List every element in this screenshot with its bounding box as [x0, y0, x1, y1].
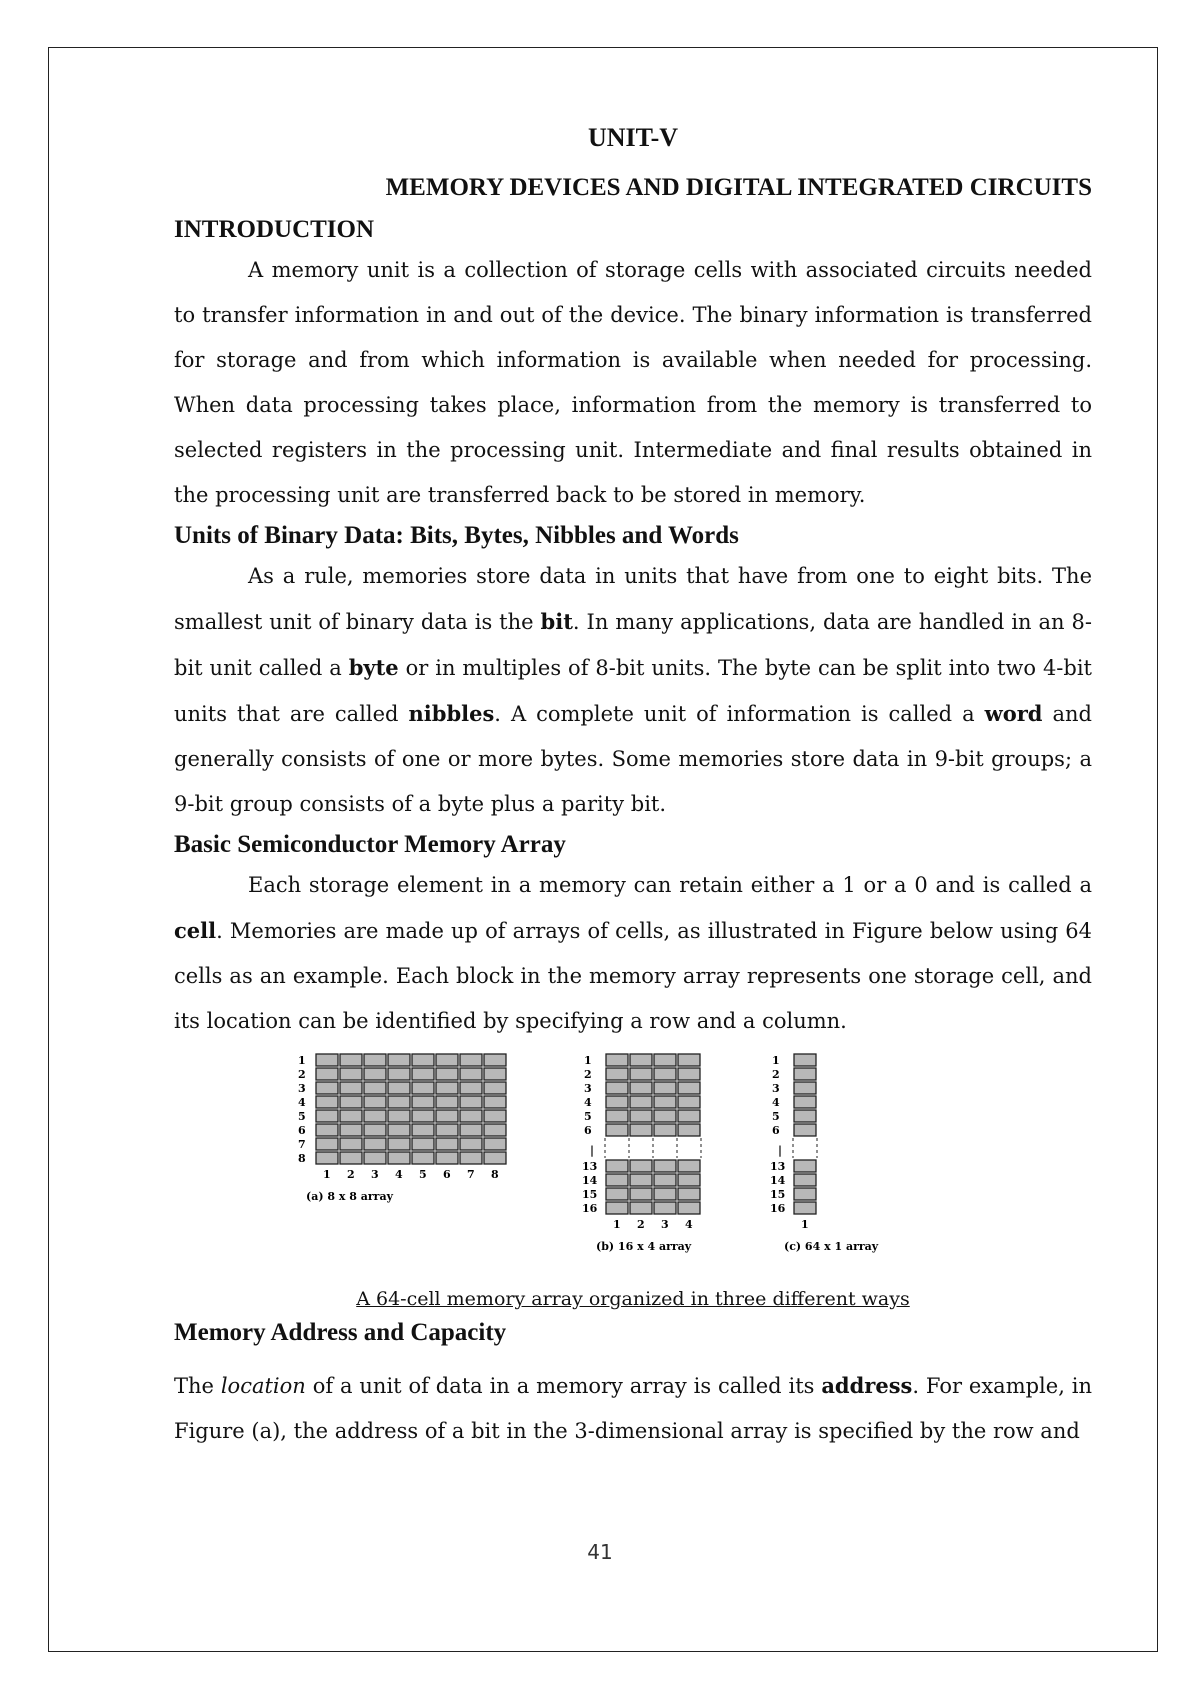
array-b-bottom-cell	[606, 1174, 628, 1186]
array-a-cell	[388, 1138, 410, 1150]
array-a-cell	[340, 1054, 362, 1066]
array-b-top-cell	[606, 1054, 628, 1066]
row-label: 8	[298, 1152, 306, 1165]
array-a-cell	[316, 1096, 338, 1108]
array-a-cell	[364, 1082, 386, 1094]
row-label: 13	[770, 1160, 786, 1173]
array-a-cell	[412, 1068, 434, 1080]
array-a-cell	[484, 1096, 506, 1108]
page-number: 41	[587, 1540, 613, 1564]
array-a-cell	[412, 1082, 434, 1094]
row-label: 3	[772, 1082, 780, 1095]
row-label: 6	[584, 1124, 592, 1137]
array-a-cell	[484, 1068, 506, 1080]
array-b-top-cell	[606, 1082, 628, 1094]
array-a-cell	[412, 1110, 434, 1122]
array-a-cell	[364, 1152, 386, 1164]
array-c-top-cell	[794, 1082, 816, 1094]
array-a-cell	[460, 1110, 482, 1122]
address-paragraph: The location of a unit of data in a memory array is called its address. For example, in Figure (a), the address of a bit in the 3-dimensional array is specified by the row and	[174, 1373, 1092, 1443]
intro-paragraph: A memory unit is a collection of storage cells with associated circuits needed to transfer information in and out of the device. The binary information is transferred for storage and from which information is available when needed for processing. When data processing takes place, information from the memory is transferred to selected registers in the processing unit. Intermediate and final results obtained in the processing unit are transferred back to be stored in memory.	[174, 258, 1092, 507]
array-b-top-cell	[678, 1068, 700, 1080]
array-a-cell	[460, 1124, 482, 1136]
array-b-bottom-cell	[678, 1160, 700, 1172]
row-gap-label: |	[778, 1144, 783, 1157]
array-a-cell	[484, 1082, 506, 1094]
array-a-cell	[316, 1110, 338, 1122]
figure-caption: A 64-cell memory array organized in three different ways	[356, 1288, 910, 1310]
array-b-top-cell	[630, 1054, 652, 1066]
array-b-top-cell	[630, 1110, 652, 1122]
array-a-cell	[388, 1054, 410, 1066]
col-label: 3	[661, 1218, 669, 1231]
array-a-cell	[460, 1068, 482, 1080]
array-a-cell	[460, 1082, 482, 1094]
row-gap-label: |	[590, 1144, 595, 1157]
term-nibbles: nibbles	[408, 701, 495, 726]
array-a-cell	[364, 1110, 386, 1122]
array-paragraph: Each storage element in a memory can retain either a 1 or a 0 and is called a cell. Memories are made up of arrays of cells, as illustrated in Figure below using 64 cells as an example. Each block in the memory array represents one storage cell, and its location can be identified by specifying a row and a column.	[174, 873, 1092, 1033]
array-a-cell	[364, 1054, 386, 1066]
array-a-cell	[436, 1124, 458, 1136]
row-label: 5	[584, 1110, 592, 1123]
array-a-cell	[364, 1096, 386, 1108]
row-label: 4	[584, 1096, 592, 1109]
row-label: 14	[770, 1174, 786, 1187]
array-a-cell	[436, 1082, 458, 1094]
array-c-top-cell	[794, 1096, 816, 1108]
row-label: 16	[770, 1202, 786, 1215]
array-a-cell	[364, 1068, 386, 1080]
array-c-bottom-cell	[794, 1188, 816, 1200]
array-b-top-cell	[678, 1110, 700, 1122]
array-a-cell	[412, 1124, 434, 1136]
array-a-cell	[436, 1068, 458, 1080]
array-b-top-cell	[606, 1068, 628, 1080]
units-paragraph: As a rule, memories store data in units that have from one to eight bits. The smallest unit of binary data is the bit. In many applications, data are handled in an 8-bit unit called a byte or in multiples of 8-bit units. The byte can be split into two 4-bit units that are called nibbles. A complete unit of information is called a word and generally consists of one or more bytes. Some memories store data in 9-bit groups; a 9-bit group consists of a byte plus a parity bit.	[174, 564, 1092, 816]
array-a-cell	[364, 1124, 386, 1136]
row-label: 1	[772, 1054, 780, 1067]
array-a-cell	[316, 1054, 338, 1066]
row-label: 2	[772, 1068, 780, 1081]
row-label: 13	[582, 1160, 598, 1173]
array-c-bottom-cell	[794, 1202, 816, 1214]
array-a-cell	[316, 1124, 338, 1136]
array-a-cell	[316, 1068, 338, 1080]
col-label: 4	[685, 1218, 693, 1231]
row-label: 6	[772, 1124, 780, 1137]
array-c-top-cell	[794, 1054, 816, 1066]
col-label: 6	[443, 1168, 451, 1181]
row-label: 4	[298, 1096, 306, 1109]
row-label: 1	[584, 1054, 592, 1067]
array-a-cell	[436, 1096, 458, 1108]
page-content	[174, 108, 1092, 1454]
array-b-top-cell	[678, 1124, 700, 1136]
array-c-bottom-cell	[794, 1160, 816, 1172]
section-heading-address: Memory Address and Capacity	[174, 1319, 507, 1346]
array-c-bottom-cell	[794, 1174, 816, 1186]
array-a-cell	[316, 1152, 338, 1164]
term-address: address	[821, 1373, 913, 1398]
array-b-bottom-cell	[654, 1160, 676, 1172]
array-a-cell	[484, 1152, 506, 1164]
array-a-cell	[340, 1138, 362, 1150]
array-b-top-cell	[630, 1082, 652, 1094]
array-b-bottom-cell	[606, 1160, 628, 1172]
array-b-top-cell	[630, 1124, 652, 1136]
array-a-cell	[316, 1138, 338, 1150]
row-label: 1	[298, 1054, 306, 1067]
array-a-cell	[388, 1124, 410, 1136]
array-a-cell	[484, 1110, 506, 1122]
term-word: word	[984, 701, 1043, 726]
array-b-bottom-cell	[630, 1160, 652, 1172]
figure-label-c: (c) 64 x 1 array	[784, 1240, 879, 1253]
col-label: 2	[637, 1218, 645, 1231]
array-a-cell	[460, 1054, 482, 1066]
col-label: 8	[491, 1168, 499, 1181]
array-a-cell	[340, 1110, 362, 1122]
array-a-cell	[460, 1138, 482, 1150]
array-a-cell	[436, 1054, 458, 1066]
row-label: 5	[298, 1110, 306, 1123]
array-a-cell	[484, 1054, 506, 1066]
array-b-bottom-cell	[606, 1202, 628, 1214]
array-a-cell	[340, 1124, 362, 1136]
array-b-top-cell	[654, 1068, 676, 1080]
col-label: 1	[323, 1168, 331, 1181]
unit-title: UNIT-V	[587, 123, 679, 152]
row-label: 2	[584, 1068, 592, 1081]
array-b-top-cell	[678, 1082, 700, 1094]
array-b-top-cell	[606, 1110, 628, 1122]
array-a-cell	[412, 1054, 434, 1066]
col-label: 2	[347, 1168, 355, 1181]
array-a-cell	[436, 1138, 458, 1150]
term-bit: bit	[540, 609, 573, 634]
array-a-cell	[340, 1096, 362, 1108]
array-a-cell	[364, 1138, 386, 1150]
array-b-bottom-cell	[678, 1174, 700, 1186]
row-label: 2	[298, 1068, 306, 1081]
row-label: 3	[584, 1082, 592, 1095]
array-b-bottom-cell	[606, 1188, 628, 1200]
array-b-top-cell	[606, 1124, 628, 1136]
array-a-cell	[388, 1068, 410, 1080]
row-label: 7	[298, 1138, 306, 1151]
row-label: 14	[582, 1174, 598, 1187]
array-b-top-cell	[630, 1068, 652, 1080]
col-label: 1	[801, 1218, 809, 1231]
row-label: 6	[298, 1124, 306, 1137]
section-heading-array: Basic Semiconductor Memory Array	[174, 831, 566, 858]
array-b-bottom-cell	[654, 1174, 676, 1186]
col-label: 1	[613, 1218, 621, 1231]
array-a-cell	[412, 1152, 434, 1164]
row-label: 15	[770, 1188, 786, 1201]
array-b-bottom-cell	[630, 1174, 652, 1186]
memory-array-diagram	[174, 1048, 1092, 1283]
row-label: 3	[298, 1082, 306, 1095]
array-b-top-cell	[606, 1096, 628, 1108]
array-b-top-cell	[678, 1054, 700, 1066]
array-a-cell	[436, 1152, 458, 1164]
term-cell: cell	[174, 918, 217, 943]
term-byte: byte	[348, 655, 399, 680]
array-a-cell	[340, 1152, 362, 1164]
array-a-cell	[388, 1096, 410, 1108]
section-heading-introduction: INTRODUCTION	[174, 216, 375, 243]
chapter-title: MEMORY DEVICES AND DIGITAL INTEGRATED CIRCUITS	[385, 174, 1092, 201]
col-label: 4	[395, 1168, 403, 1181]
array-a-cell	[484, 1138, 506, 1150]
array-b-top-cell	[654, 1096, 676, 1108]
array-a-cell	[388, 1082, 410, 1094]
array-b-top-cell	[654, 1054, 676, 1066]
row-label: 4	[772, 1096, 780, 1109]
array-a-cell	[388, 1152, 410, 1164]
col-label: 7	[467, 1168, 475, 1181]
row-label: 15	[582, 1188, 598, 1201]
row-label: 16	[582, 1202, 598, 1215]
array-a-cell	[340, 1068, 362, 1080]
col-label: 3	[371, 1168, 379, 1181]
figure-label-b: (b) 16 x 4 array	[596, 1240, 692, 1253]
term-location: location	[220, 1374, 306, 1398]
array-a-cell	[460, 1152, 482, 1164]
figure-label-a: (a) 8 x 8 array	[306, 1190, 393, 1203]
array-b-bottom-cell	[630, 1202, 652, 1214]
array-b-bottom-cell	[678, 1188, 700, 1200]
array-b-bottom-cell	[630, 1188, 652, 1200]
array-c-top-cell	[794, 1068, 816, 1080]
array-b-bottom-cell	[654, 1188, 676, 1200]
array-a-cell	[316, 1082, 338, 1094]
array-b-bottom-cell	[678, 1202, 700, 1214]
array-b-top-cell	[630, 1096, 652, 1108]
array-a-cell	[484, 1124, 506, 1136]
array-c-top-cell	[794, 1124, 816, 1136]
section-heading-units: Units of Binary Data: Bits, Bytes, Nibbles and Words	[174, 522, 739, 549]
array-b-top-cell	[654, 1124, 676, 1136]
array-a-cell	[412, 1096, 434, 1108]
array-b-top-cell	[654, 1082, 676, 1094]
array-a-cell	[460, 1096, 482, 1108]
array-a-cell	[436, 1110, 458, 1122]
row-label: 5	[772, 1110, 780, 1123]
col-label: 5	[419, 1168, 427, 1181]
array-b-bottom-cell	[654, 1202, 676, 1214]
array-c-top-cell	[794, 1110, 816, 1122]
array-a-cell	[388, 1110, 410, 1122]
array-b-top-cell	[654, 1110, 676, 1122]
array-b-top-cell	[678, 1096, 700, 1108]
array-a-cell	[340, 1082, 362, 1094]
memory-array-figure	[174, 1048, 1092, 1283]
array-a-cell	[412, 1138, 434, 1150]
